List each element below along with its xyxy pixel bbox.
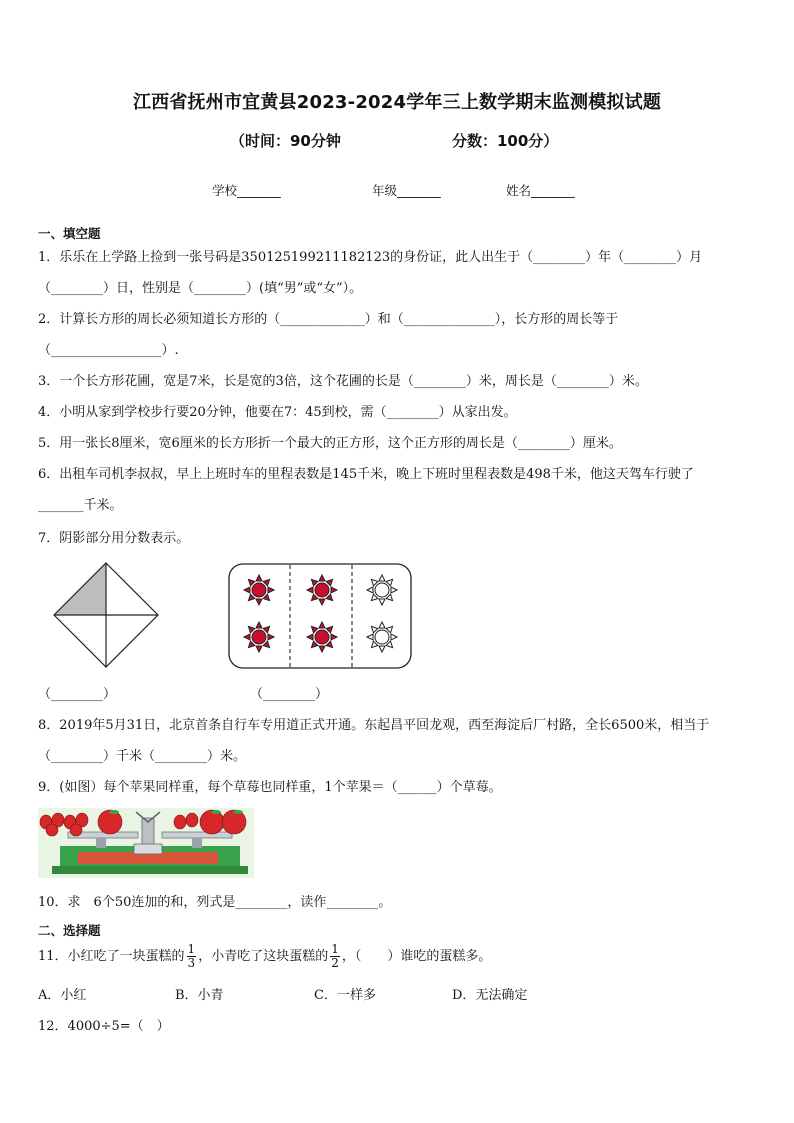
diamond-figure	[50, 560, 162, 670]
red-sun-icon	[307, 622, 337, 652]
school-field: 学校_______	[212, 183, 281, 198]
question-7-blank-1: （________）	[38, 687, 117, 702]
fraction-one-half: $\frac{1}{2}$	[331, 942, 339, 970]
question-8-line-2: （________）千米（________）米。	[38, 749, 247, 764]
question-6-line-2: _______千米。	[38, 498, 123, 513]
grade-field: 年级_______	[372, 183, 441, 198]
question-4: 4．小明从家到学校步行要20分钟，他要在7：45到校，需（________）从家出发。	[38, 405, 517, 420]
question-1-line-1: 1．乐乐在上学路上捡到一张号码是350125199211182123的身份证，此人出生于（________）年（________）月	[38, 250, 703, 265]
red-sun-icon	[244, 622, 274, 652]
question-8-line-1: 8．2019年5月31日，北京首条自行车专用道正式开通。东起昌平回龙观，西至海淀后厂村路，全长6500米，相当于	[38, 718, 710, 733]
balance-scale-image	[38, 808, 254, 878]
question-3: 3．一个长方形花圃，宽是7米，长是宽的3倍，这个花圃的长是（________）米，周长是（________）米。	[38, 374, 648, 389]
question-7: 7．阴影部分用分数表示。	[38, 531, 190, 546]
question-11-part-2: ，小青吃了这块蛋糕的	[198, 949, 329, 964]
option-d: D．无法确定	[452, 988, 528, 1003]
option-a: A．小红	[38, 988, 87, 1003]
option-b: B．小青	[175, 988, 224, 1003]
exam-time: （时间：90分钟	[230, 132, 341, 150]
question-7-blank-2: （________）	[250, 687, 329, 702]
fraction-one-third: $\frac{1}{3}$	[187, 942, 196, 970]
question-10: 10．求 6个50连加的和，列式是________，读作________。	[38, 895, 392, 910]
question-5: 5．用一张长8厘米，宽6厘米的长方形折一个最大的正方形，这个正方形的周长是（________）厘米。	[38, 436, 622, 451]
question-2-line-2: （_________________）.	[38, 343, 179, 358]
question-11	[38, 942, 491, 972]
page-title: 江西省抚州市宜黄县2023-2024学年三上数学期末监测模拟试题	[132, 92, 662, 113]
question-11-part-3: ，（ ）谁吃的蛋糕多。	[341, 949, 492, 964]
section-choice-title: 二、选择题	[38, 923, 101, 938]
name-field: 姓名_______	[506, 183, 575, 198]
question-6-line-1: 6．出租车司机李叔叔，早上上班时车的里程表数是145千米，晚上下班时里程表数是498千米，他这天驾车行驶了	[38, 467, 694, 482]
question-11-part-1: 11．小红吃了一块蛋糕的	[38, 949, 185, 964]
question-12: 12．4000÷5=（ ）	[38, 1019, 170, 1034]
question-1-line-2: （________）日，性别是（________）(填“男”或“女”）。	[38, 281, 363, 296]
question-9: 9．(如图）每个苹果同样重，每个草莓也同样重，1个苹果＝（______）个草莓。	[38, 780, 502, 795]
section-fill-in-title: 一、填空题	[38, 226, 101, 241]
exam-score: 分数：100分）	[452, 132, 559, 150]
suns-figure	[228, 563, 412, 669]
red-sun-icon	[307, 575, 337, 605]
option-c: C．一样多	[314, 988, 376, 1003]
white-sun-icon	[367, 575, 397, 605]
apple-icon	[98, 810, 122, 834]
red-sun-icon	[244, 575, 274, 605]
question-2-line-1: 2．计算长方形的周长必须知道长方形的（_____________）和（______________），长方形的周长等于	[38, 312, 619, 327]
white-sun-icon	[367, 622, 397, 652]
